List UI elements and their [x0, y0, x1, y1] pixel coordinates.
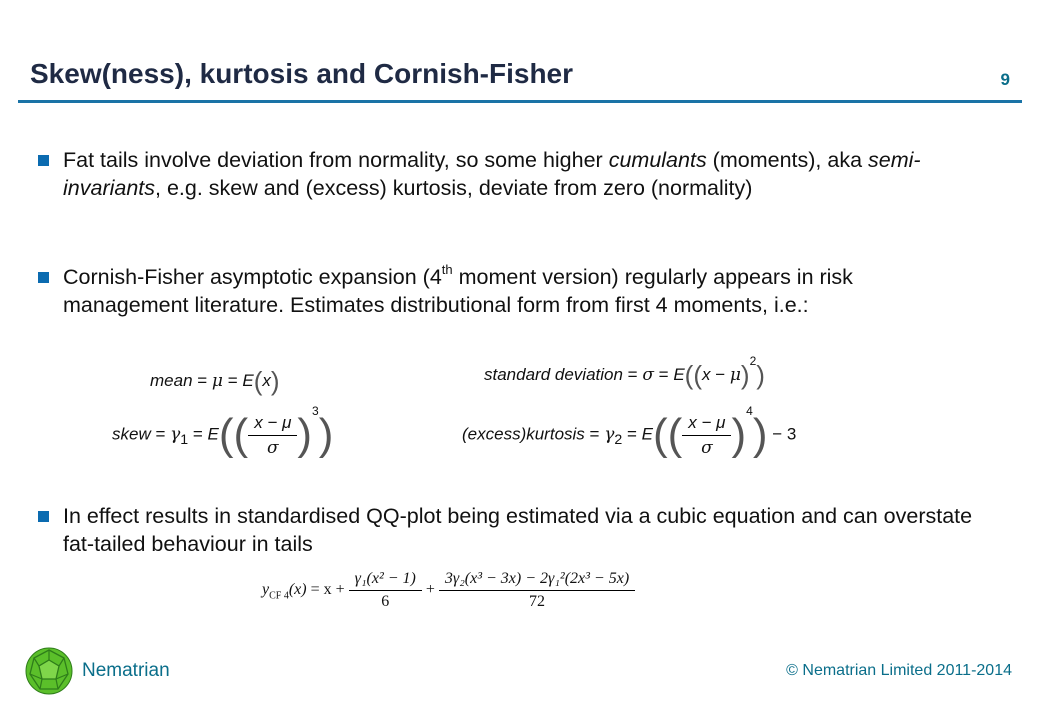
fraction-denominator: σ [266, 437, 279, 458]
bullet-text-run: cumulants [608, 148, 707, 172]
eq-tail: − 3 [772, 424, 797, 444]
copyright-notice: © Nematrian Limited 2011-2014 [786, 662, 1012, 679]
fraction-denominator: σ [701, 437, 713, 458]
bullet-square-icon [38, 272, 49, 283]
geodesic-sphere-icon [24, 646, 74, 701]
plus-sign: + [425, 581, 435, 599]
exponent: 2 [749, 354, 757, 368]
exponent: 4 [746, 404, 753, 418]
bullet-text-run: In effect results in standardised QQ-plot being estimated via a cubic equation and can overstate fat-tailed behaviour in tails [63, 504, 973, 556]
expectation-symbol: E [641, 424, 653, 444]
bullet-text-run: moment version) regularly appears in risk management literature. Estimates distributional form from first 4 moments, i.e.: [63, 265, 853, 317]
expectation-symbol: E [242, 370, 254, 390]
bullet-text-run: Fat tails involve deviation from normality, so some higher [63, 148, 609, 172]
gamma-symbol: γ [604, 424, 615, 445]
eq-term: = x + [310, 581, 345, 599]
eq-var: x [701, 364, 711, 384]
bullet-text [63, 146, 983, 202]
expectation-symbol: E [207, 424, 219, 444]
fraction-numerator: x − μ [682, 413, 731, 436]
equation-standard-deviation: standard deviation = $\sigma = E((x - \mu)^2)$ [484, 354, 765, 390]
bullet-text-run: semi-invariants [63, 148, 921, 200]
subscript: CF 4 [269, 590, 289, 602]
mu-symbol: μ [729, 364, 741, 385]
gamma-symbol: γ [170, 424, 181, 445]
bullet-text-run: Cornish-Fisher asymptotic expansion (4 [63, 265, 442, 289]
eq-arg: (x) [288, 581, 307, 599]
fraction-numerator: x − μ [248, 413, 297, 436]
subscript: 2 [614, 431, 623, 448]
bullet-text-run: , e.g. skew and (excess) kurtosis, deviate from zero (normality) [155, 176, 753, 200]
bullet-square-icon [38, 511, 49, 522]
eq-lhs: (excess)kurtosis [462, 424, 585, 444]
fraction-denominator: 6 [381, 593, 390, 610]
fraction-denominator: 72 [529, 593, 546, 610]
bullet-text [63, 502, 983, 558]
expectation-symbol: E [673, 364, 685, 384]
exponent: 3 [312, 404, 319, 418]
equation-mean: mean = μ = E(x) [150, 366, 280, 396]
bullet-text-run: (moments), aka [706, 148, 868, 172]
eq-lhs: y [262, 581, 270, 599]
equation-skew: skew = $\gamma_1 = E$(( $\frac{x - \mu}{\sigma}$ )$^3$) [112, 404, 334, 459]
title-divider [18, 100, 1022, 103]
mu-symbol: μ [211, 370, 223, 391]
sigma-symbol: σ [642, 364, 654, 385]
bullet-square-icon [38, 155, 49, 166]
fraction-numerator: 3γ₂(x³ − 3x) − 2γ₁²(2x³ − 5x) [439, 570, 635, 591]
page-number: 9 [1000, 70, 1010, 89]
eq-lhs: skew [112, 424, 151, 444]
eq-lhs: mean [150, 370, 193, 390]
eq-var: x [262, 370, 271, 390]
bullet-text [63, 263, 983, 319]
brand-name: Nematrian [82, 660, 170, 681]
fraction-numerator: γ₁(x² − 1) [349, 570, 422, 591]
subscript: 1 [180, 431, 189, 448]
eq-lhs: standard deviation [484, 364, 623, 384]
slide-title: Skew(ness), kurtosis and Cornish-Fisher [30, 58, 574, 89]
bullet-text-run: th [441, 261, 453, 277]
equation-kurtosis: (excess)kurtosis = $\gamma_2 = E$(( $\frac{x - \mu}{\sigma}$ )$^4$) − 3 [462, 404, 797, 459]
equation-cornish-fisher [262, 570, 635, 611]
